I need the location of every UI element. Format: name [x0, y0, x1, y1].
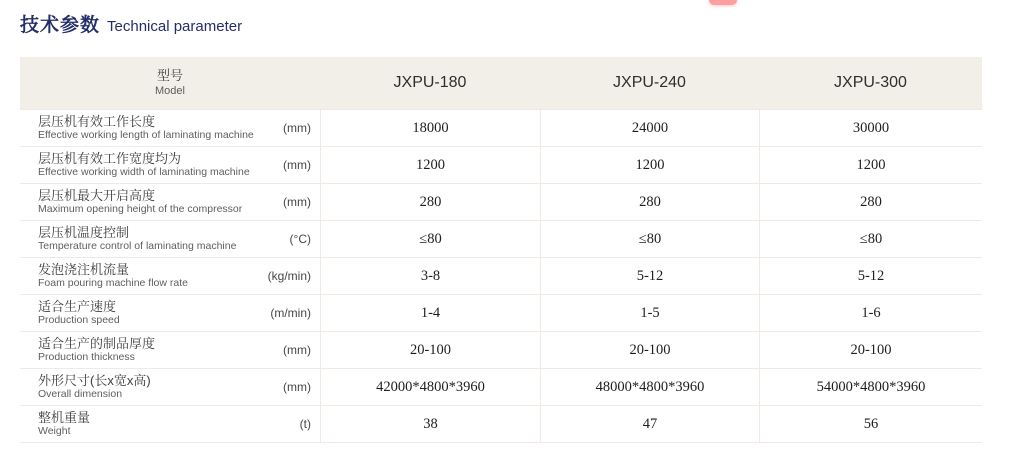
value-jxpu-180: 20-100	[320, 332, 540, 368]
param-label-cell	[20, 221, 320, 257]
param-unit: (°C)	[289, 232, 311, 246]
param-unit: (mm)	[283, 121, 311, 135]
param-unit: (mm)	[283, 158, 311, 172]
value-jxpu-240: 5-12	[540, 258, 759, 294]
header-col-jxpu-300: JXPU-300	[834, 74, 907, 91]
param-label-cell	[20, 258, 320, 294]
value-jxpu-240: 1200	[540, 147, 759, 183]
value-jxpu-300: 1200	[759, 147, 982, 183]
cutoff-badge	[709, 0, 737, 5]
param-name-cn: 适合生产的制品厚度	[38, 336, 156, 351]
param-name-en: Overall dimension	[38, 388, 123, 400]
table-row	[20, 183, 982, 220]
param-label-cell	[20, 184, 320, 220]
section-title	[20, 10, 242, 37]
param-name-cn: 层压机最大开启高度	[38, 188, 156, 203]
value-jxpu-300: 56	[759, 406, 982, 442]
value-jxpu-180: 1-4	[320, 295, 540, 331]
table-body	[20, 109, 982, 443]
param-name-en: Effective working width of laminating machine	[38, 166, 250, 178]
param-label-cell	[20, 147, 320, 183]
table-row	[20, 331, 982, 368]
value-jxpu-180: 1200	[320, 147, 540, 183]
param-name-en: Temperature control of laminating machine	[38, 240, 237, 252]
param-unit: (kg/min)	[267, 269, 311, 283]
param-name-en: Production thickness	[38, 351, 135, 363]
param-label-cell	[20, 295, 320, 331]
param-name-cn: 外形尺寸(长x宽x高)	[38, 373, 151, 388]
param-name-cn: 层压机有效工作长度	[38, 114, 156, 129]
header-model-cn: 型号	[156, 68, 183, 83]
value-jxpu-180: 42000*4800*3960	[320, 369, 540, 405]
value-jxpu-240: ≤80	[540, 221, 759, 257]
value-jxpu-180: 280	[320, 184, 540, 220]
value-jxpu-300: 20-100	[759, 332, 982, 368]
section-title-cn: 技术参数	[20, 15, 101, 36]
value-jxpu-180: ≤80	[320, 221, 540, 257]
header-col-jxpu-180: JXPU-180	[393, 74, 467, 91]
table-row	[20, 294, 982, 331]
header-model-en: Model	[155, 85, 185, 97]
param-label-cell	[20, 369, 320, 405]
table-row	[20, 220, 982, 257]
param-name-cn: 层压机有效工作宽度均为	[38, 151, 182, 166]
value-jxpu-240: 48000*4800*3960	[540, 369, 759, 405]
value-jxpu-300: ≤80	[759, 221, 982, 257]
table-row	[20, 257, 982, 294]
header-col-jxpu-240: JXPU-240	[613, 74, 686, 91]
param-label-cell	[20, 332, 320, 368]
param-name-cn: 层压机温度控制	[38, 225, 130, 240]
value-jxpu-300: 280	[759, 184, 982, 220]
value-jxpu-300: 1-6	[759, 295, 982, 331]
value-jxpu-240: 24000	[540, 110, 759, 146]
section-title-en: Technical parameter	[107, 18, 243, 35]
param-unit: (m/min)	[270, 306, 311, 320]
param-name-cn: 发泡浇注机流量	[38, 262, 130, 277]
value-jxpu-300: 5-12	[759, 258, 982, 294]
param-name-cn: 适合生产速度	[38, 299, 117, 314]
table-row	[20, 368, 982, 405]
table-row	[20, 109, 982, 146]
value-jxpu-180: 18000	[320, 110, 540, 146]
param-unit: (mm)	[283, 195, 311, 209]
table-row	[20, 146, 982, 183]
value-jxpu-240: 20-100	[540, 332, 759, 368]
param-unit: (mm)	[283, 343, 311, 357]
value-jxpu-240: 47	[540, 406, 759, 442]
value-jxpu-300: 30000	[759, 110, 982, 146]
param-name-cn: 整机重量	[38, 410, 91, 425]
param-unit: (t)	[299, 417, 311, 431]
param-name-en: Effective working length of laminating machine	[38, 129, 254, 141]
param-label-cell	[20, 110, 320, 146]
param-name-en: Weight	[38, 425, 71, 437]
header-model-cell	[20, 68, 320, 98]
param-unit: (mm)	[283, 380, 311, 394]
table-row	[20, 405, 982, 442]
value-jxpu-240: 280	[540, 184, 759, 220]
param-name-en: Production speed	[38, 314, 120, 326]
value-jxpu-240: 1-5	[540, 295, 759, 331]
param-name-en: Foam pouring machine flow rate	[38, 277, 188, 289]
param-name-en: Maximum opening height of the compressor	[38, 203, 243, 215]
param-label-cell	[20, 406, 320, 442]
table-header-row	[20, 57, 982, 109]
spec-table	[20, 57, 982, 443]
value-jxpu-300: 54000*4800*3960	[759, 369, 982, 405]
value-jxpu-180: 3-8	[320, 258, 540, 294]
value-jxpu-180: 38	[320, 406, 540, 442]
